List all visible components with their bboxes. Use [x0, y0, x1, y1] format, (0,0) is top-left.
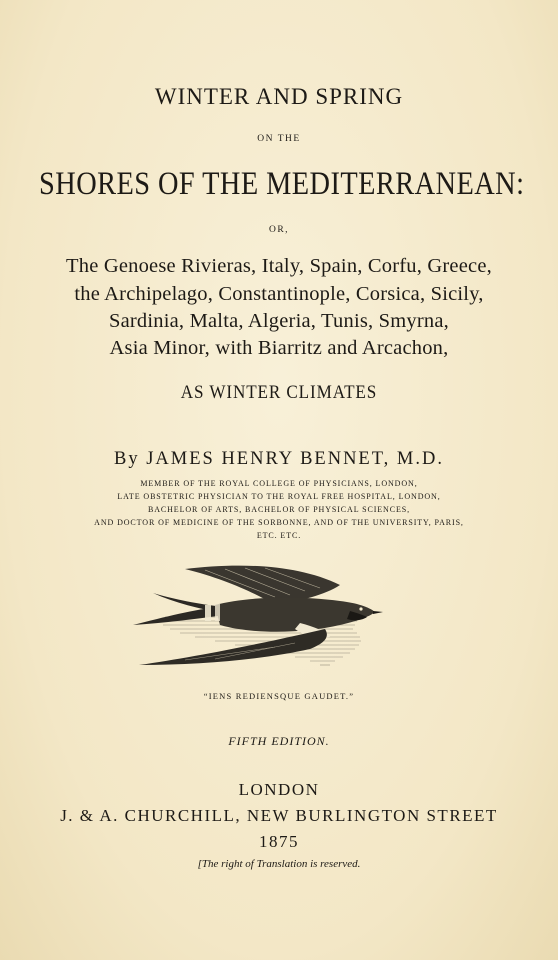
credential-line-2: LATE OBSTETRIC PHYSICIAN TO THE ROYAL FREE HOSPITAL, LONDON,	[117, 492, 441, 501]
imprint-publisher: J. & A. CHURCHILL, NEW BURLINGTON STREET	[60, 806, 498, 825]
author: By JAMES HENRY BENNET, M.D.	[114, 449, 444, 469]
places-line-2: the Archipelago, Constantinople, Corsica, Sicily,	[74, 283, 484, 305]
connector-or: OR,	[268, 225, 290, 235]
title-line-1: WINTER AND SPRING	[154, 84, 404, 109]
motto: “IENS REDIENSQUE GAUDET.”	[203, 691, 355, 701]
places-line-3: Sardinia, Malta, Algeria, Tunis, Smyrna,	[109, 310, 449, 332]
credential-line-4: AND DOCTOR OF MEDICINE OF THE SORBONNE, AND OF THE UNIVERSITY, PARIS,	[94, 518, 464, 527]
imprint-city: LONDON	[238, 780, 320, 799]
imprint-year: 1875	[259, 832, 299, 851]
title-line-2: SHORES OF THE MEDITERRANEAN:	[39, 166, 525, 202]
rights-notice: [The right of Translation is reserved.	[197, 858, 361, 870]
connector-on-the: ON THE	[257, 134, 301, 144]
credential-line-1: MEMBER OF THE ROYAL COLLEGE OF PHYSICIANS, LONDON,	[140, 479, 418, 488]
places-line-1: The Genoese Rivieras, Italy, Spain, Corfu, Greece,	[66, 255, 492, 277]
subtitle: AS WINTER CLIMATES	[180, 382, 378, 403]
places-line-4: Asia Minor, with Biarritz and Arcachon,	[109, 337, 449, 359]
edition: FIFTH EDITION.	[228, 734, 330, 748]
credential-line-5: ETC. ETC.	[256, 531, 302, 540]
credential-line-3: BACHELOR OF ARTS, BACHELOR OF PHYSICAL SCIENCES,	[147, 505, 410, 514]
swallow-engraving-icon	[125, 557, 385, 687]
